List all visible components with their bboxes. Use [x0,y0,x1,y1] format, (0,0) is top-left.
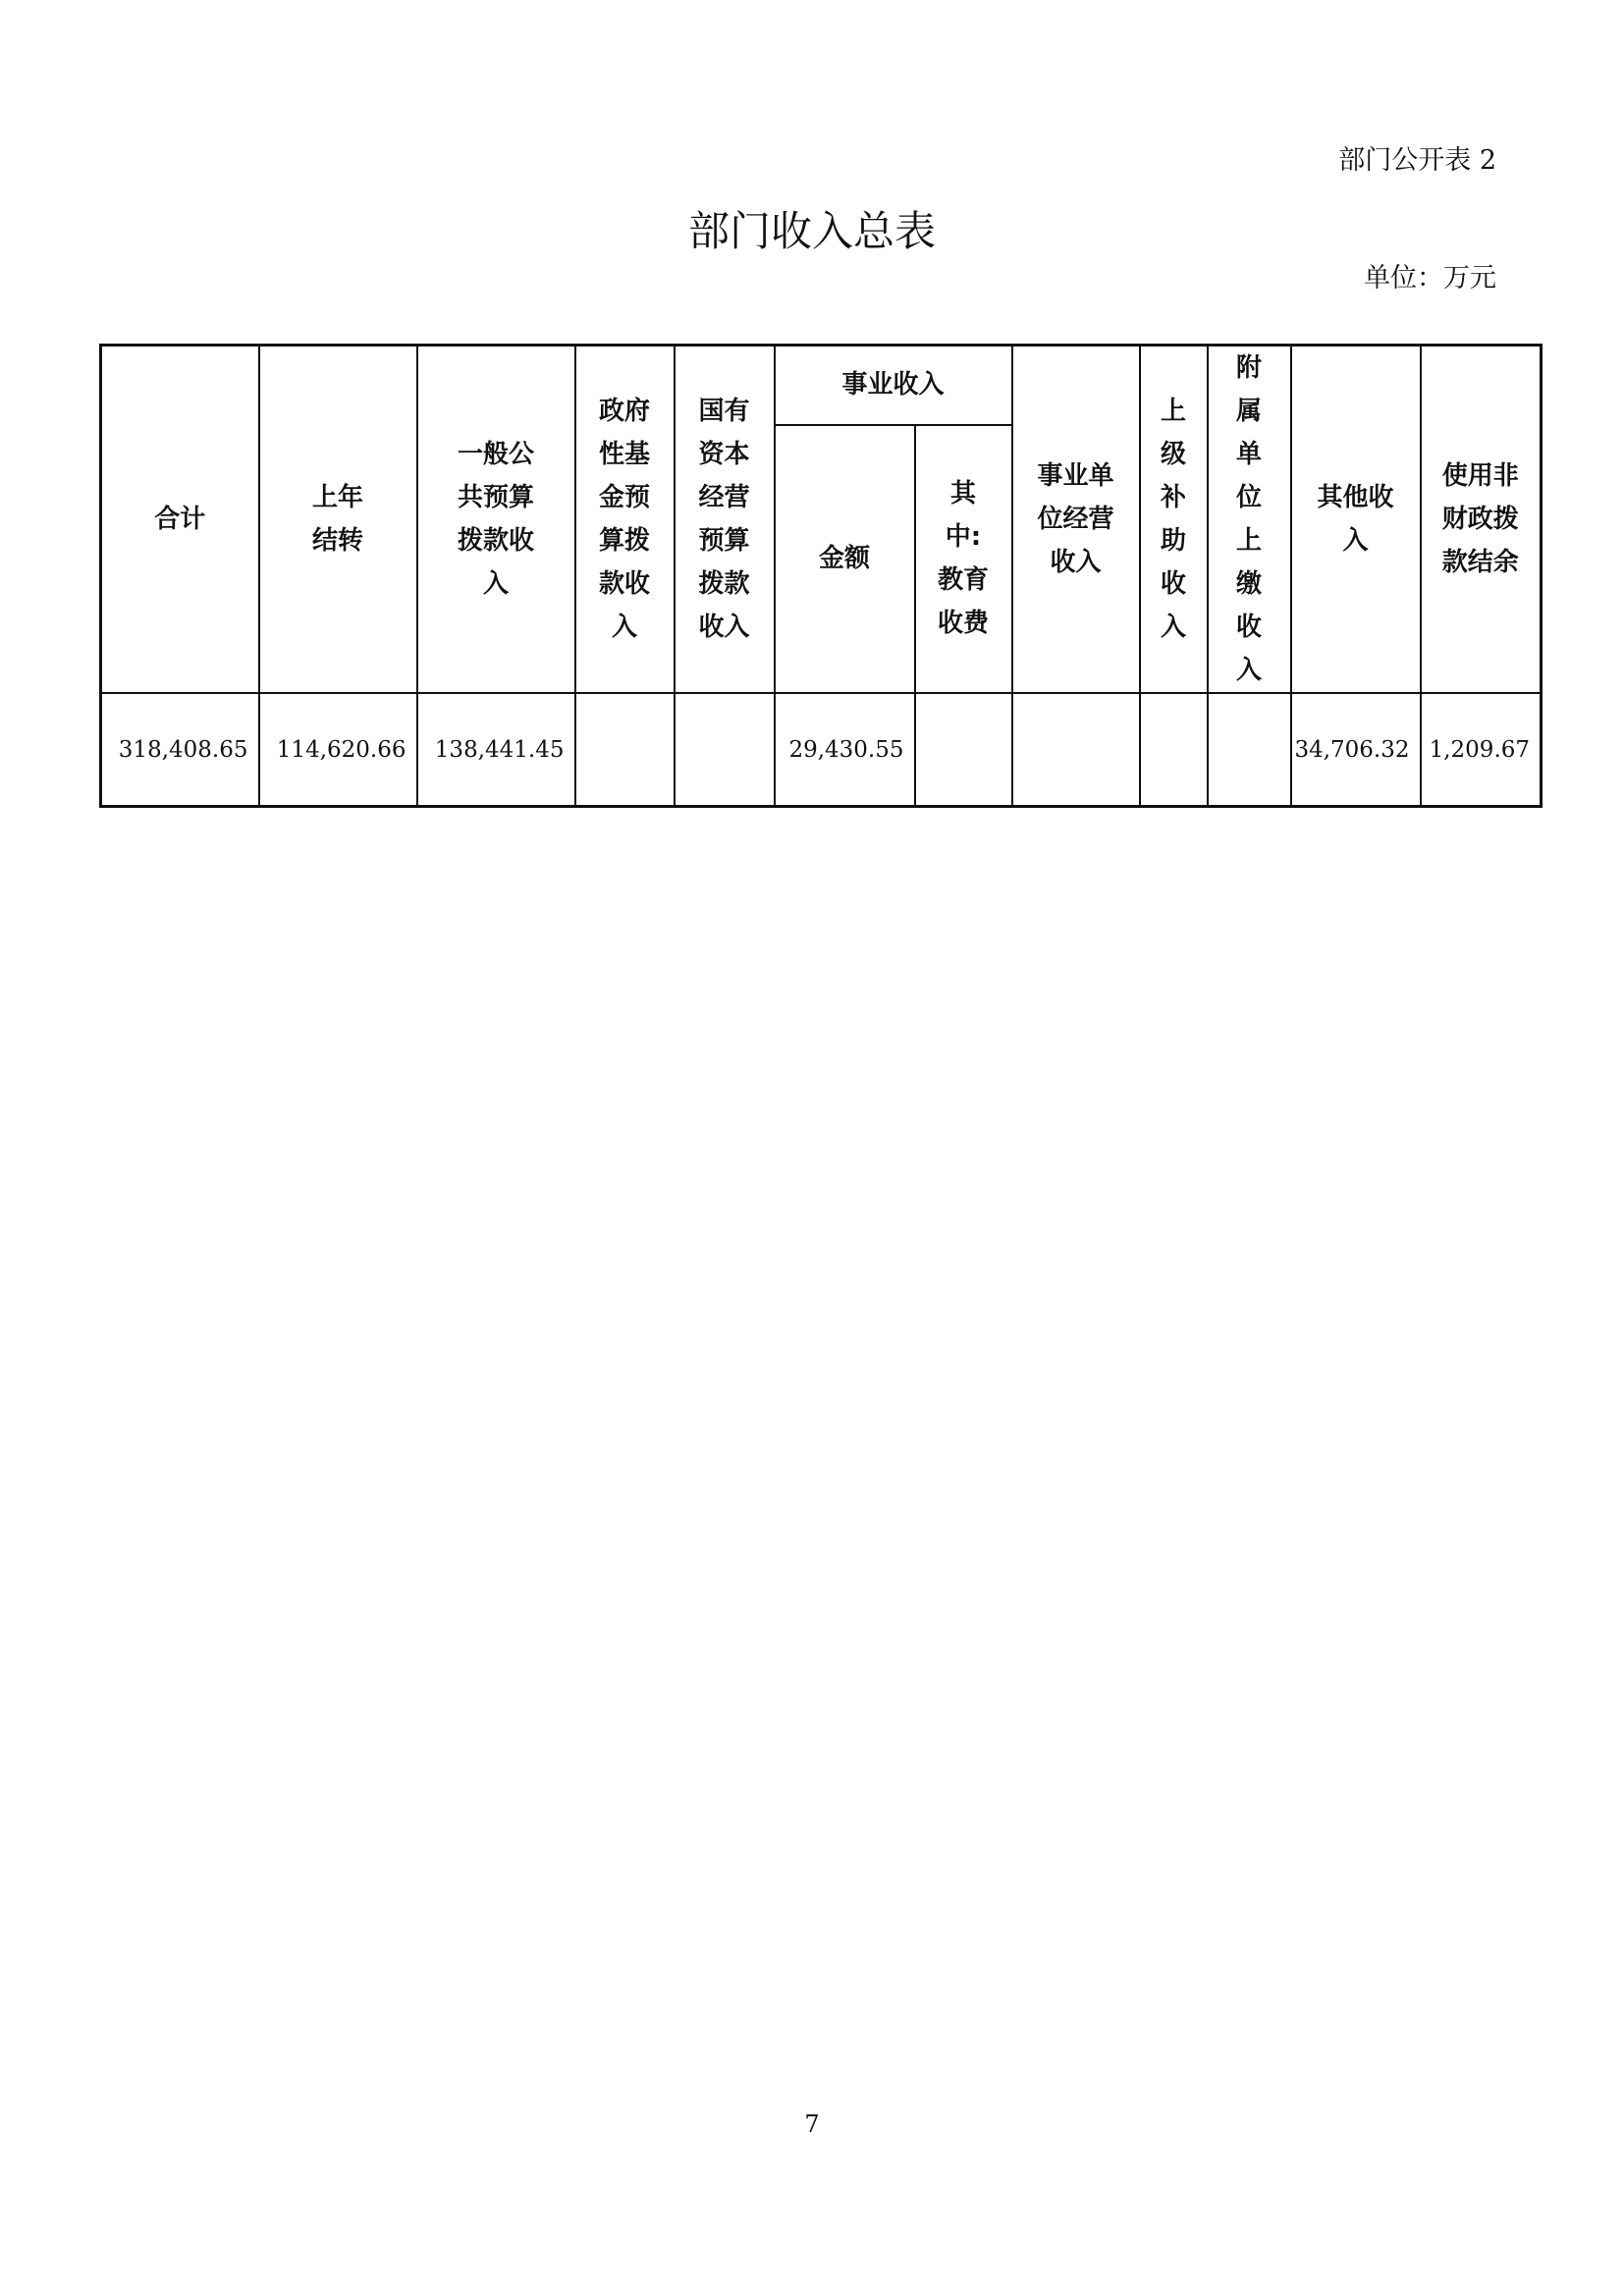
cell-carryover: 114,620.66 [259,693,417,807]
cell-state-capital [675,693,775,807]
unit-label: 单位：万元 [1364,263,1496,294]
income-summary-table [99,344,1543,808]
col-header-carryover: 上年结转 [259,346,417,694]
cell-total: 318,408.65 [101,693,259,807]
col-header-unit-operation: 事业单位经营收入 [1012,346,1140,694]
col-header-general-budget: 一般公共预算拨款收入 [417,346,575,694]
cell-superior-subsidy [1140,693,1208,807]
cell-other-income: 34,706.32 [1291,693,1421,807]
col-header-non-fiscal-balance: 使用非财政拨款结余 [1421,346,1542,694]
page-number: 7 [804,2110,820,2138]
col-header-superior-subsidy: 上级补助收入 [1140,346,1208,694]
table-label: 部门公开表 2 [1338,145,1496,176]
col-header-business-income: 事业收入 [775,346,1012,425]
col-header-business-amount: 金额 [775,425,915,693]
col-header-state-capital: 国有资本经营预算拨款收入 [675,346,775,694]
col-header-total: 合计 [101,346,259,694]
table-row [101,693,1542,807]
cell-gov-fund [575,693,675,807]
col-header-other-income: 其他收入 [1291,346,1421,694]
page-title: 部门收入总表 [687,207,936,255]
cell-business-amount: 29,430.55 [775,693,915,807]
cell-general-budget: 138,441.45 [417,693,575,807]
cell-business-edu-fee [915,693,1012,807]
cell-non-fiscal-balance: 1,209.67 [1421,693,1542,807]
cell-unit-operation [1012,693,1140,807]
col-header-affiliated-remit: 附属单位上缴收入 [1208,346,1291,694]
col-header-business-edu-fee: 其中:教育收费 [915,425,1012,693]
col-header-gov-fund: 政府性基金预算拨款收入 [575,346,675,694]
cell-affiliated-remit [1208,693,1291,807]
